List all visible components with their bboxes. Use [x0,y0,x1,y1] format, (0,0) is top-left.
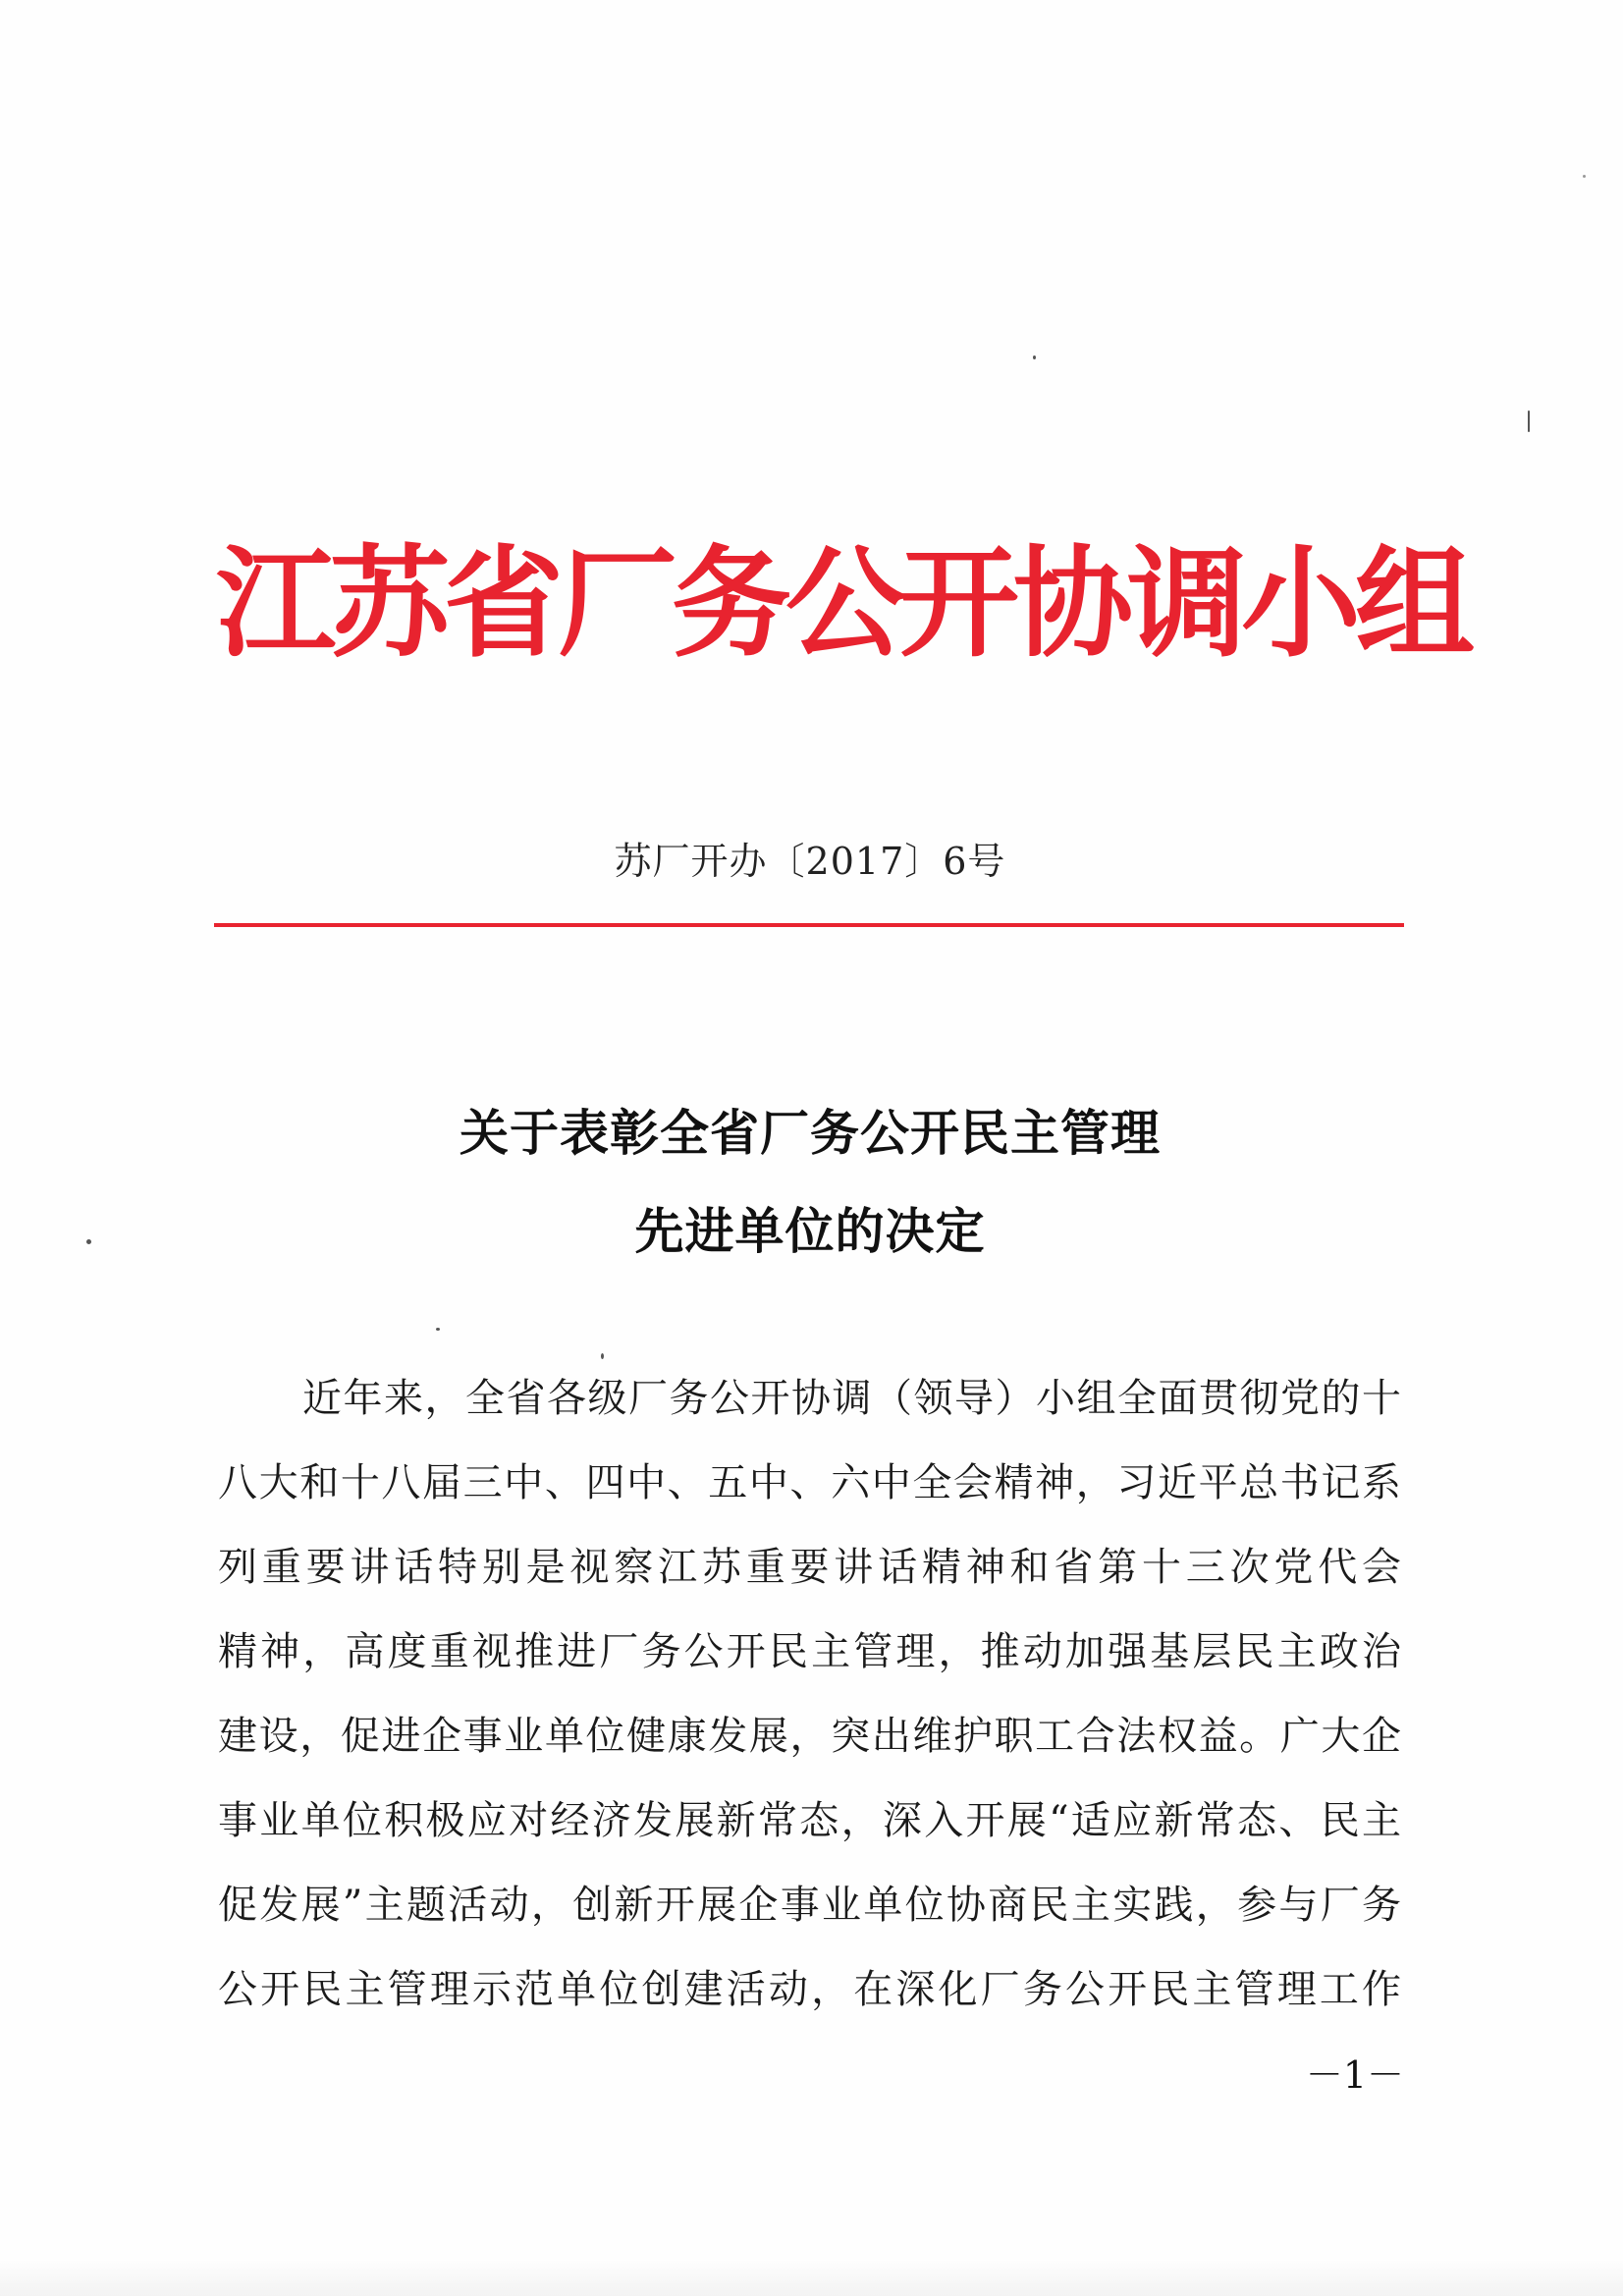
scan-speck [86,1239,91,1244]
body-line: 列重要讲话特别是视察江苏重要讲话精神和省第十三次党代会 [218,1545,1402,1590]
body-line: 建设，促进企事业单位健康发展，突出维护职工合法权益。广大企 [218,1714,1402,1759]
scan-speck [436,1328,440,1331]
document-heading-line-2: 先进单位的决定 [634,1203,986,1260]
page-number: －1－ [1305,2053,1404,2097]
body-line: 八大和十八届三中、四中、五中、六中全会精神，习近平总书记系 [218,1460,1402,1505]
body-line: 近年来，全省各级厂务公开协调（领导）小组全面贯彻党的十 [302,1376,1402,1421]
body-line: 精神，高度重视推进厂务公开民主管理，推动加强基层民主政治 [218,1629,1402,1674]
body-line: 事业单位积极应对经济发展新常态，深入开展“适应新常态、民主 [218,1798,1402,1843]
red-separator-line [214,923,1404,927]
scan-bottom-edge [0,2259,1623,2296]
document-number: 苏厂开办〔2017〕6号 [614,840,1006,883]
body-line: 公开民主管理示范单位创建活动，在深化厂务公开民主管理工作 [218,1967,1402,2012]
document-heading-line-1: 关于表彰全省厂务公开民主管理 [460,1105,1161,1162]
scan-speck [1528,410,1530,432]
scan-speck [1033,355,1036,359]
body-line: 促发展”主题活动，创新开展企事业单位协商民主实践，参与厂务 [218,1883,1402,1928]
scan-speck [601,1353,604,1359]
scan-speck [1583,175,1586,178]
issuing-organization-title: 江苏省厂务公开协调小组 [216,534,1469,674]
